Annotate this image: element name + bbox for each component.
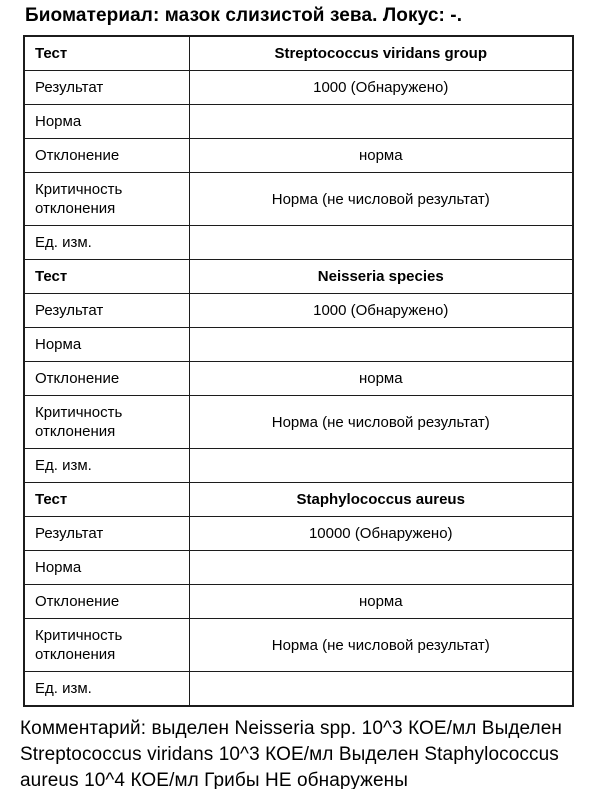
test-name: Staphylococcus aureus <box>189 483 573 517</box>
row-label: Тест <box>24 483 189 517</box>
unit-value <box>189 226 573 260</box>
deviation-value: норма <box>189 362 573 396</box>
unit-value <box>189 449 573 483</box>
table-row-norm <box>24 105 573 139</box>
table-row-result <box>24 71 573 105</box>
page-title: Биоматериал: мазок слизистой зева. Локус: -. <box>25 5 463 26</box>
unit-value <box>189 672 573 707</box>
table-row-test <box>24 260 573 294</box>
row-label: Отклонение <box>24 585 189 619</box>
result-value: 1000 (Обнаружено) <box>189 71 573 105</box>
row-label: Ед. изм. <box>24 672 189 707</box>
table-row-unit <box>24 672 573 707</box>
row-label: Ед. изм. <box>24 226 189 260</box>
row-label: Критичность отклонения <box>24 396 189 449</box>
row-label: Тест <box>24 36 189 71</box>
row-label: Критичность отклонения <box>24 619 189 672</box>
row-label: Результат <box>24 517 189 551</box>
norm-value <box>189 551 573 585</box>
row-label: Критичность отклонения <box>24 173 189 226</box>
table-row-criticality <box>24 396 573 449</box>
norm-value <box>189 105 573 139</box>
table-row-criticality <box>24 173 573 226</box>
row-label: Результат <box>24 71 189 105</box>
row-label: Ед. изм. <box>24 449 189 483</box>
row-label: Норма <box>24 551 189 585</box>
deviation-value: норма <box>189 585 573 619</box>
table-row-deviation <box>24 585 573 619</box>
criticality-value: Норма (не числовой результат) <box>189 173 573 226</box>
table-row-deviation <box>24 139 573 173</box>
test-name: Neisseria species <box>189 260 573 294</box>
table-row-unit <box>24 449 573 483</box>
criticality-value: Норма (не числовой результат) <box>189 396 573 449</box>
table-row-result <box>24 294 573 328</box>
table-row-unit <box>24 226 573 260</box>
table-row-norm <box>24 328 573 362</box>
table-row-criticality <box>24 619 573 672</box>
deviation-value: норма <box>189 139 573 173</box>
table-row-norm <box>24 551 573 585</box>
table-row-test <box>24 483 573 517</box>
table-row-deviation <box>24 362 573 396</box>
row-label: Отклонение <box>24 362 189 396</box>
row-label: Результат <box>24 294 189 328</box>
criticality-value: Норма (не числовой результат) <box>189 619 573 672</box>
test-name: Streptococcus viridans group <box>189 36 573 71</box>
table-row-result <box>24 517 573 551</box>
row-label: Норма <box>24 105 189 139</box>
norm-value <box>189 328 573 362</box>
table-row-test <box>24 36 573 71</box>
results-table <box>23 35 574 707</box>
result-value: 1000 (Обнаружено) <box>189 294 573 328</box>
row-label: Тест <box>24 260 189 294</box>
comment-text: Комментарий: выделен Neisseria spp. 10^3 КОЕ/мл Выделен Streptococcus viridans 10^3 КОЕ/мл Выделен Staphylococcus aureus 10^4 КОЕ/мл Грибы НЕ обнаружены <box>20 718 562 789</box>
row-label: Норма <box>24 328 189 362</box>
row-label: Отклонение <box>24 139 189 173</box>
result-value: 10000 (Обнаружено) <box>189 517 573 551</box>
